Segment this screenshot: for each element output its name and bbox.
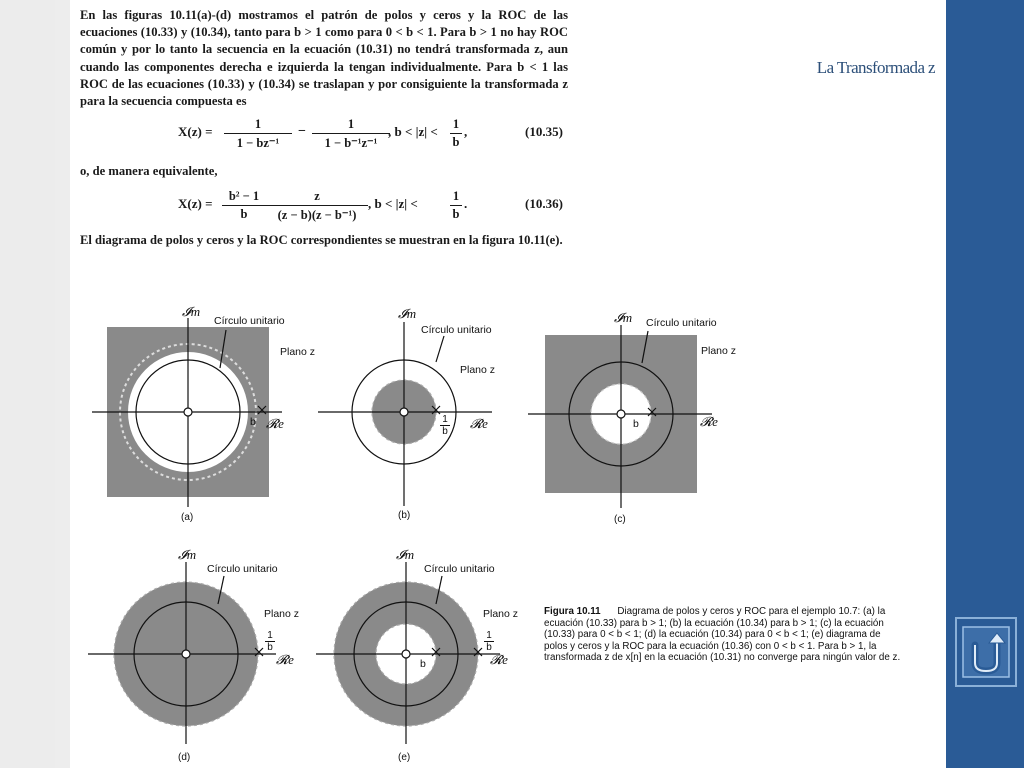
unit-circle-label: Círculo unitario (421, 324, 492, 336)
region-condition: , b < |z| < (388, 124, 438, 139)
panel-label: (e) (398, 752, 411, 763)
b-label: b (420, 658, 426, 670)
fraction-denominator: 1 − b⁻¹z⁻¹ (324, 136, 378, 150)
imag-axis-label: 𝓘m (396, 547, 415, 562)
z-plane-label: Plano z (483, 608, 519, 620)
panel-c-diagram (528, 325, 712, 508)
equation-lhs: X(z) = (178, 196, 213, 211)
one-over-b-label (440, 414, 450, 437)
fraction-numerator: 1 (484, 630, 494, 642)
fraction-numerator: 1 (440, 414, 450, 426)
panel-d-diagram (88, 562, 276, 744)
fraction-denominator: (z − b)(z − b⁻¹) (277, 208, 357, 222)
slide-title: La Transformada z (816, 58, 935, 77)
unit-circle-pointer (436, 336, 444, 362)
zero-marker (184, 408, 192, 416)
unit-circle-label: Círculo unitario (646, 317, 717, 329)
real-axis-label: 𝓡e (700, 414, 718, 429)
fraction-numerator: z (266, 189, 368, 206)
caption-body: Diagrama de polos y ceros y ROC para el ejemplo 10.7: (a) la ecuación (10.33) para b > 1; (b) la ecuación (10.34) para b > 1; (c) la ecuación (10.33) para 0 < b < 1; (d) la ecuación (10.34) para 0 < b < 1; (e) diagrama de polos y ceros y la ROC para la ecuación (10.36) con 0 < b < 1. Para b > 1, la transformada z de x[n] en la ecuación (10.31) no converge para ningún valor de z. (544, 606, 901, 664)
punctuation: . (464, 196, 468, 211)
z-plane-label: Plano z (280, 346, 316, 358)
fraction-numerator: b² − 1 (222, 189, 266, 206)
fraction-numerator: 1 (312, 117, 390, 134)
fraction-denominator: b (240, 207, 248, 221)
real-axis-label: 𝓡e (266, 416, 284, 431)
equation-number: (10.36) (525, 196, 563, 211)
real-axis-label: 𝓡e (490, 652, 508, 667)
real-axis-label: 𝓡e (470, 416, 488, 431)
region-condition: , b < |z| < (368, 196, 418, 211)
zero-marker (182, 650, 190, 658)
zero-marker (617, 410, 625, 418)
fraction-denominator: b (452, 135, 460, 149)
paragraph: El diagrama de polos y ceros y la ROC correspondientes se muestran en la figura 10.11(e). (80, 233, 563, 247)
imag-axis-label: 𝓘m (614, 310, 633, 325)
fraction-denominator: b (452, 207, 460, 221)
panel-a-diagram (92, 318, 282, 507)
unit-circle-label: Círculo unitario (207, 563, 278, 575)
equation-lhs: X(z) = (178, 124, 213, 139)
fraction-numerator: 1 (224, 117, 292, 134)
paragraph: o, de manera equivalente, (80, 164, 218, 178)
unit-circle-label: Círculo unitario (214, 315, 285, 327)
equation-number: (10.35) (525, 124, 563, 139)
panel-b-diagram (318, 322, 492, 506)
punctuation: , (464, 124, 468, 139)
minus-sign: − (298, 124, 306, 139)
imag-axis-label: 𝓘m (182, 304, 201, 319)
one-over-b-label (265, 630, 275, 653)
panel-label: (c) (614, 514, 626, 525)
u-turn-back-icon (957, 619, 1015, 685)
one-over-b-label (484, 630, 494, 653)
panel-e-diagram (316, 562, 500, 744)
unit-circle-label: Círculo unitario (424, 563, 495, 575)
real-axis-label: 𝓡e (276, 652, 294, 667)
zero-marker (400, 408, 408, 416)
z-plane-label: Plano z (701, 345, 737, 357)
fraction-denominator: b (486, 642, 492, 653)
b-label: b (250, 416, 256, 428)
fraction-numerator: 1 (265, 630, 275, 642)
figure-caption (544, 606, 904, 664)
fraction-denominator: b (442, 426, 448, 437)
paragraph: En las figuras 10.11(a)-(d) mostramos el patrón de polos y ceros y la ROC de las ecuaciones (10.33) y (10.34), tanto para b > 1 como para 0 < b < 1. Para b > 1 no hay ROC común y por lo tanto la secuencia en la ecuación (10.31) no tendrá transformada z, aun cuando las componentes derecha e izquierda la tengan individualmente. Para b < 1 las ROC de las ecuaciones (10.33) y (10.34) se traslapan y por consiguiente la transformada z para la secuencia compuesta es (80, 8, 568, 109)
imag-axis-label: 𝓘m (398, 306, 417, 321)
fraction-denominator: b (267, 642, 273, 653)
fraction-denominator: 1 − bz⁻¹ (236, 136, 280, 150)
return-button[interactable] (955, 617, 1017, 687)
panel-label: (b) (398, 510, 411, 521)
panel-label: (d) (178, 752, 191, 763)
caption-heading: Figura 10.11 (544, 606, 601, 617)
imag-axis-label: 𝓘m (178, 547, 197, 562)
z-plane-label: Plano z (264, 608, 300, 620)
fraction-numerator: 1 (450, 117, 462, 134)
b-label: b (633, 418, 639, 430)
zero-marker (402, 650, 410, 658)
z-plane-label: Plano z (460, 364, 496, 376)
fraction-numerator: 1 (450, 189, 462, 206)
panel-label: (a) (181, 512, 194, 523)
